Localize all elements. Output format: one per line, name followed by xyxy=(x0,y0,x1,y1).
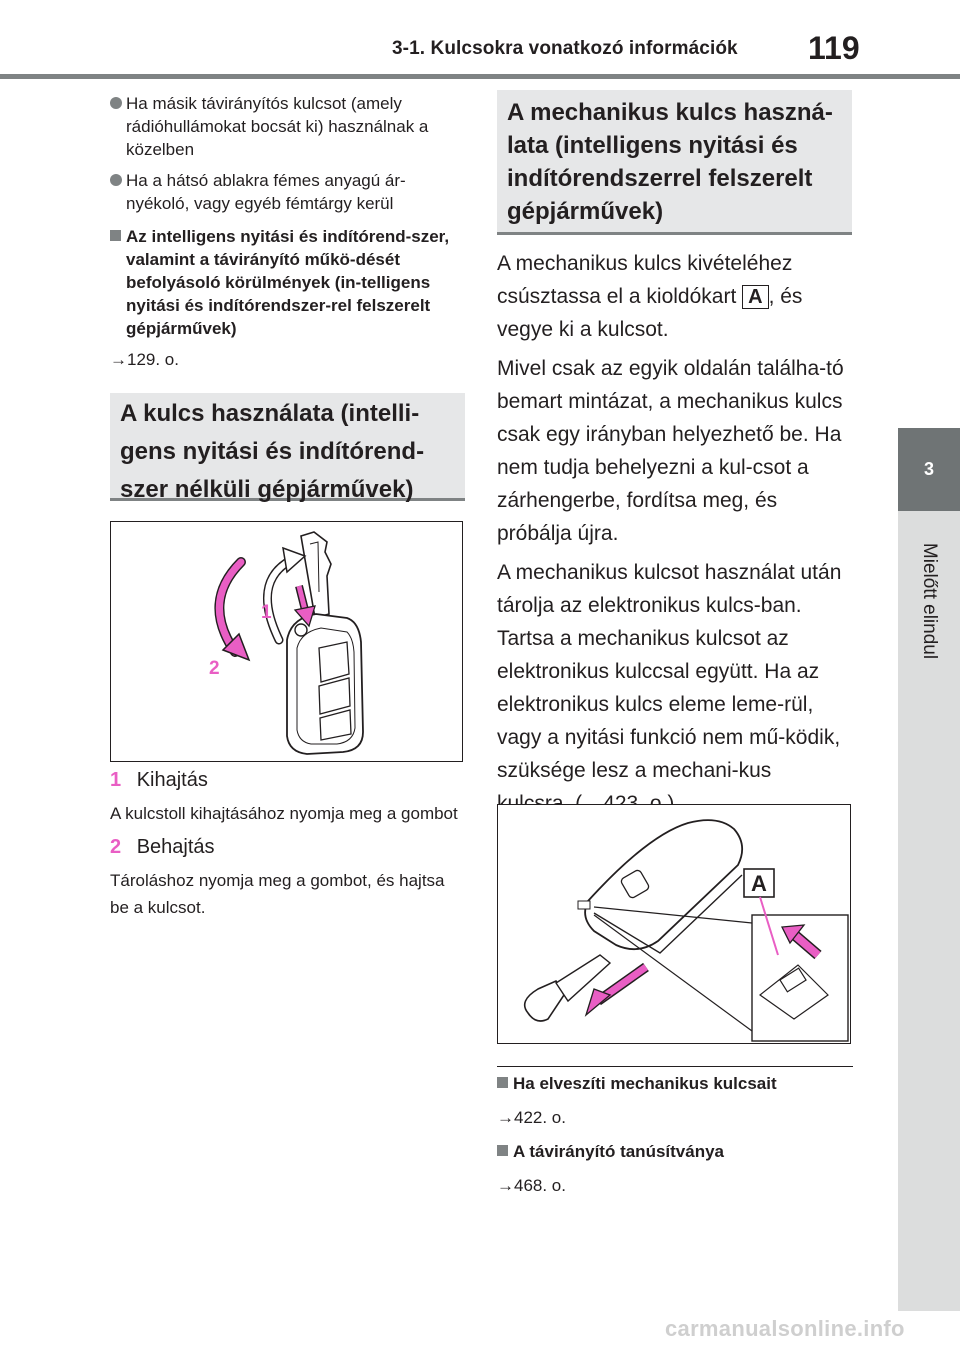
step-2-title-row xyxy=(110,833,465,861)
note-item xyxy=(110,225,465,340)
paragraph-text: A mechanikus kulcs kivételéhez csúsztassa el a kioldókart xyxy=(497,252,793,308)
paragraph-1 xyxy=(497,247,847,346)
paragraph-3: A mechanikus kulcsot használat után tárolja az elektronikus kulcs-ban. Tartsa a mechanikus kulcsot az elektronikus kulccsal együtt. Ha az elektronikus kulcs eleme leme-rül, vagy a nyitási funkció nem mű-ködik, szüksége lesz a mechani-kus xyxy=(497,561,842,782)
section-heading-box: A mechanikus kulcs haszná-lata (intelligens nyitási és indítórendszerrel felszerelt gépjárművek) xyxy=(497,90,852,235)
figure-label-2: 2 xyxy=(209,658,220,679)
step-description: A kulcstoll kihajtásához nyomja meg a gombot xyxy=(110,804,458,823)
watermark-text: carmanualsonline.info xyxy=(665,1316,905,1341)
figure-label-1: 1 xyxy=(261,602,272,623)
note-reference[interactable]: →468. o. xyxy=(497,1176,566,1195)
paragraph-text: , és vegye ki a kulcsot. xyxy=(497,285,803,341)
right-notes xyxy=(497,1072,852,1197)
figure-label-a: A xyxy=(751,871,767,896)
bullet-item xyxy=(110,92,465,161)
running-header-title: 3-1. Kulcsokra vonatkozó információk xyxy=(392,38,738,59)
note-heading: A távirányító tanúsítványa xyxy=(513,1142,724,1161)
step-number: 2 xyxy=(110,836,122,858)
paragraph-2: Mivel csak az egyik oldalán találha-tó bemart mintázat, a mechanikus kulcs csak egy irányban helyezhető be. Ha nem tudja behelyezni a kul-csot a zárhengerbe, fordítsa meg, és próbálja újra. xyxy=(497,357,844,545)
steps-list xyxy=(110,766,465,921)
flip-key-figure xyxy=(110,521,463,762)
bullet-text: Ha másik távirányítós kulcsot (amely rádióhullámokat bocsát ki) használnak a közelben xyxy=(126,94,429,159)
chapter-tab-number: 3 xyxy=(898,428,960,511)
bullet-item xyxy=(110,169,465,215)
bullet-dot-icon xyxy=(110,97,122,109)
smart-key-figure xyxy=(497,804,851,1044)
left-bullets xyxy=(110,92,465,371)
right-body-text xyxy=(497,247,847,820)
page-number: 119 xyxy=(808,30,860,66)
bullet-dot-icon xyxy=(110,174,122,186)
smart-key-illustration xyxy=(498,805,850,1043)
section-heading-box: A kulcs használata (intelli-gens nyitási és indítórend-szer nélküli gépjárművek) xyxy=(110,393,465,501)
step-title: Behajtás xyxy=(136,836,215,858)
notes-divider xyxy=(497,1066,853,1067)
flip-key-illustration xyxy=(111,522,462,761)
square-bullet-icon xyxy=(497,1145,508,1156)
step-number: 1 xyxy=(110,769,122,791)
square-bullet-icon xyxy=(497,1077,508,1088)
step-description: Tároláshoz nyomja meg a gombot, és hajtsa be a kulcsot. xyxy=(110,871,445,917)
note-item xyxy=(497,1072,852,1095)
note-heading: Ha elveszíti mechanikus kulcsait xyxy=(513,1074,777,1093)
step-title: Kihajtás xyxy=(136,769,208,791)
bullet-text: Ha a hátsó ablakra fémes anyagú ár-nyékoló, vagy egyéb fémtárgy kerül xyxy=(126,171,406,213)
square-bullet-icon xyxy=(110,230,121,241)
step-1-title-row xyxy=(110,766,465,794)
label-a-box: A xyxy=(742,285,768,309)
header-rule xyxy=(0,74,960,79)
chapter-tab-label: Mielőtt elindul xyxy=(919,542,940,660)
note-reference[interactable]: →422. o. xyxy=(497,1108,566,1127)
note-reference[interactable]: →129. o. xyxy=(110,350,179,369)
note-item xyxy=(497,1140,852,1163)
note-heading: Az intelligens nyitási és indítórend-szer, valamint a távirányító műkö-dését befolyásoló körülmények (in-telligens nyitási és indítórendszer-rel felszerelt gépjárművek) xyxy=(126,227,450,338)
